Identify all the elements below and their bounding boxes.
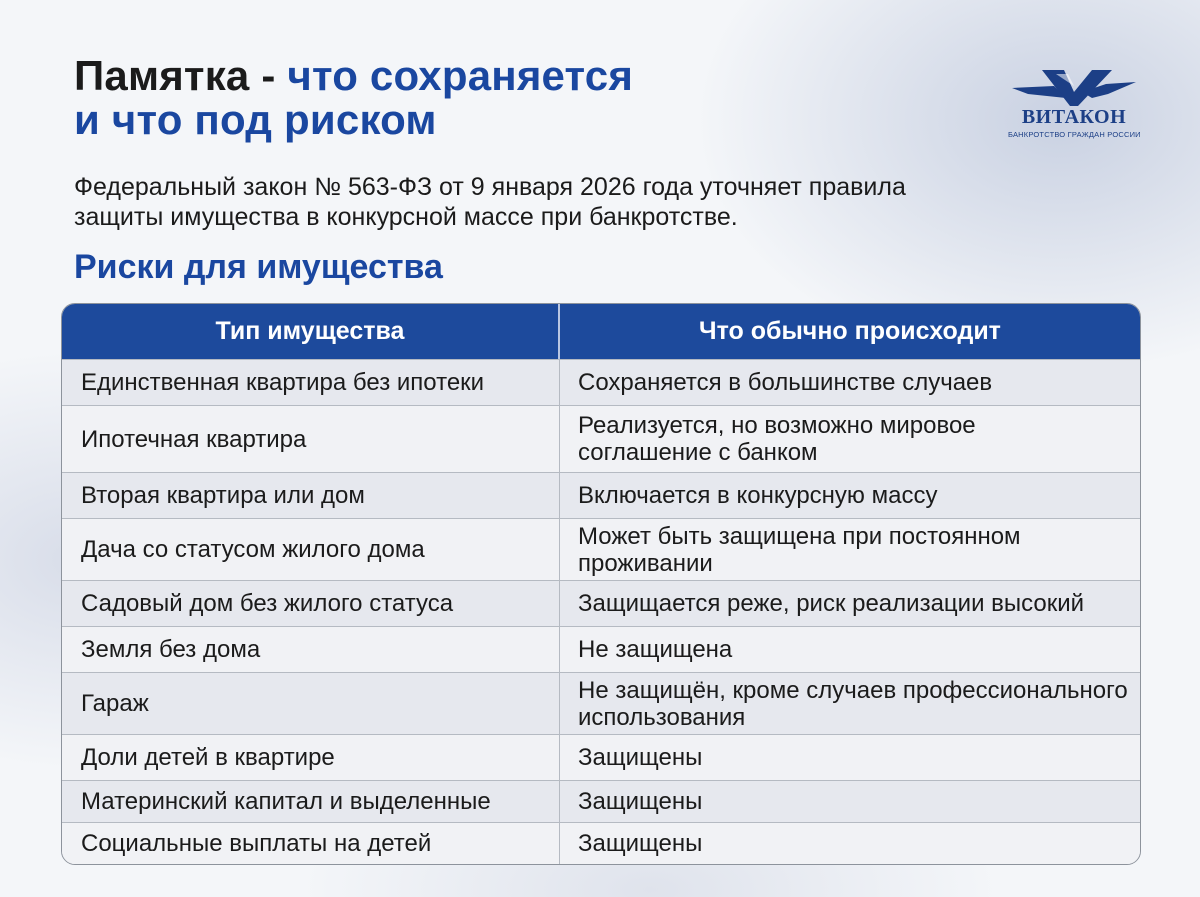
outcome-cell: Защищены <box>578 744 703 771</box>
page-title <box>74 54 633 142</box>
table-row <box>62 672 1140 734</box>
header-outcome: Что обычно происходит <box>699 317 1001 345</box>
table-row <box>62 518 1140 580</box>
title-part1: Памятка - <box>74 52 288 99</box>
outcome-cell: Может быть защищена при постоянном проживании <box>578 522 1021 577</box>
property-type-cell: Материнский капитал и выделенные <box>62 781 560 822</box>
vitakon-logo <box>1008 62 1140 146</box>
table-body <box>62 359 1140 864</box>
property-type-cell: Дача со статусом жилого дома <box>62 519 560 580</box>
section-title: Риски для имущества <box>74 248 443 286</box>
outcome-cell: Защищены <box>578 830 703 857</box>
table-row <box>62 359 1140 405</box>
table-row <box>62 580 1140 626</box>
outcome-cell: Защищены <box>578 788 703 815</box>
outcome-cell: Защищается реже, риск реализации высокий <box>578 590 1085 617</box>
risk-table <box>61 303 1141 865</box>
table-row <box>62 472 1140 518</box>
logo-name: ВИТАКОН <box>1021 106 1127 128</box>
property-type-cell: Ипотечная квартира <box>62 406 560 472</box>
property-type-cell: Садовый дом без жилого статуса <box>62 581 560 626</box>
outcome-cell: Не защищена <box>578 636 733 663</box>
property-type-cell: Гараж <box>62 673 560 734</box>
header-property-type: Тип имущества <box>62 304 560 359</box>
bird-v-logo-icon <box>1008 62 1140 108</box>
outcome-cell: Включается в конкурсную массу <box>578 482 938 509</box>
title-line2: и что под риском <box>74 96 437 143</box>
table-header <box>62 304 1140 359</box>
table-row <box>62 405 1140 472</box>
table-row <box>62 780 1140 822</box>
property-type-cell: Единственная квартира без ипотеки <box>62 360 560 405</box>
intro-line1: Федеральный закон № 563-ФЗ от 9 января 2026 года уточняет правила <box>74 173 906 201</box>
outcome-cell: Сохраняется в большинстве случаев <box>578 369 993 396</box>
outcome-cell: Не защищён, кроме случаев профессионального использования <box>578 676 1128 731</box>
outcome-cell: Реализуется, но возможно мировое соглашение с банком <box>578 412 976 466</box>
logo-subtitle: БАНКРОТСТВО ГРАЖДАН РОССИИ <box>1008 130 1141 139</box>
property-type-cell: Социальные выплаты на детей <box>62 823 560 864</box>
property-type-cell: Земля без дома <box>62 627 560 672</box>
table-row <box>62 626 1140 672</box>
property-type-cell: Вторая квартира или дом <box>62 473 560 518</box>
table-row <box>62 734 1140 780</box>
table-row <box>62 822 1140 864</box>
intro-text <box>74 172 1074 232</box>
intro-line2: защиты имущества в конкурсной массе при банкротстве. <box>74 203 738 231</box>
title-part2: что сохраняется <box>287 52 634 99</box>
property-type-cell: Доли детей в квартире <box>62 735 560 780</box>
